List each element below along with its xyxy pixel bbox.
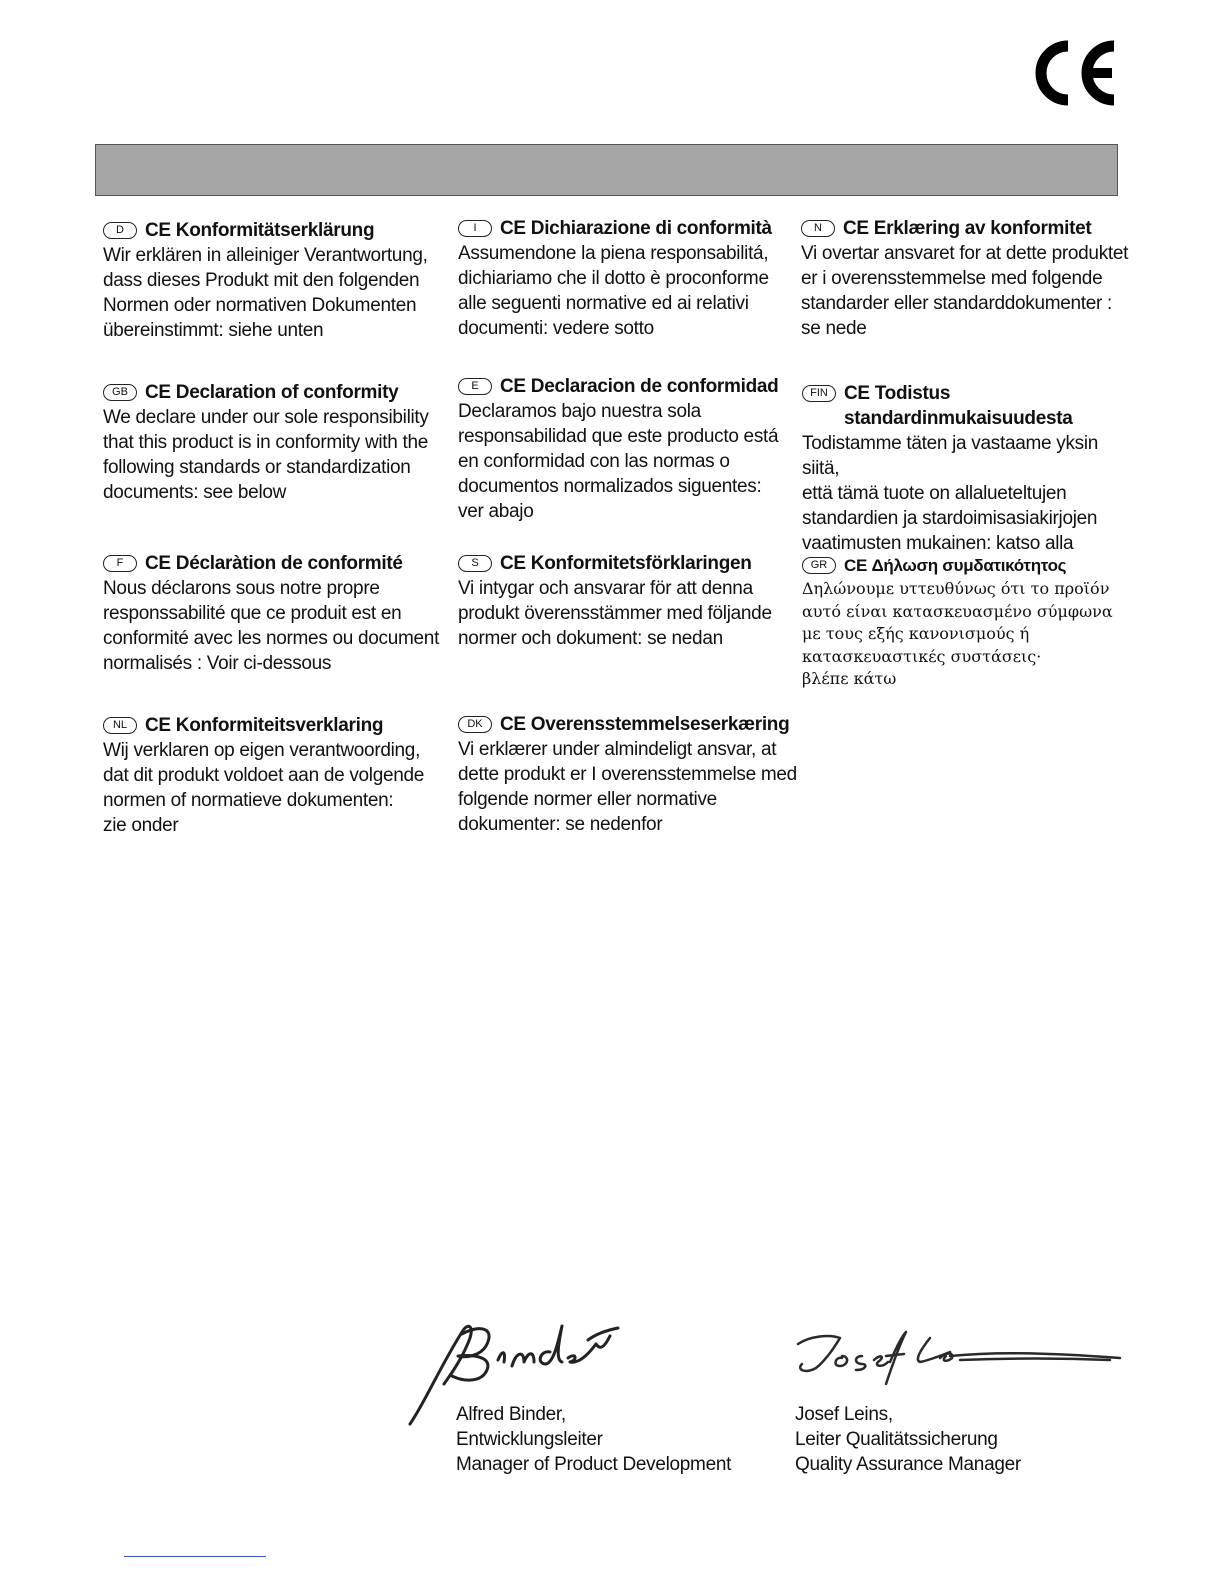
language-code-badge: NL xyxy=(103,717,137,734)
declaration-title: CE Δήλωση συμδατικότητος xyxy=(844,556,1067,575)
signatory-name: Alfred Binder, xyxy=(456,1404,566,1425)
signatory-role-de: Leiter Qualitätssicherung xyxy=(795,1429,998,1450)
declaration-de xyxy=(103,218,443,343)
declaration-heading xyxy=(802,553,1132,578)
declaration-title: CE Konformitetsförklaringen xyxy=(500,553,752,574)
declaration-body: Assumendone la piena responsabilitá, dichiariamo che il dotto è proconforme alle seguenti normative ed ai relativi documenti: vedere sotto xyxy=(458,243,769,339)
declaration-gb xyxy=(103,380,443,505)
signatory-role-en: Manager of Product Development xyxy=(456,1454,732,1475)
declaration-body: Wir erklären in alleiniger Verantwortung, dass dieses Produkt mit den folgenden Normen oder normativen Dokumenten übereinstimmt: siehe unten xyxy=(103,245,428,341)
signatory-name: Josef Leins, xyxy=(795,1404,893,1425)
declaration-body: Declaramos bajo nuestra sola responsabilidad que este producto está en conformidad con las normas o documentos normalizados siguentes: ver abajo xyxy=(458,401,779,522)
language-code-badge: E xyxy=(458,378,492,395)
declaration-fr xyxy=(103,551,443,676)
declaration-se xyxy=(458,551,798,651)
declaration-title: CE Dichiarazione di conformità xyxy=(500,218,772,239)
declaration-title: CE Déclaràtion de conformité xyxy=(145,553,403,574)
language-code-badge: I xyxy=(458,220,492,237)
declaration-heading xyxy=(458,216,798,241)
declaration-body: Wij verklaren op eigen verantwoording, dat dit produkt voldoet aan de volgende normen of normatieve dokumenten: zie onder xyxy=(103,740,425,836)
declaration-no xyxy=(801,216,1131,341)
declaration-es xyxy=(458,374,798,524)
declaration-heading xyxy=(802,381,1132,431)
signatory-role-de: Entwicklungsleiter xyxy=(456,1429,603,1450)
declaration-heading xyxy=(103,713,443,738)
declaration-title: CE Declaration of conformity xyxy=(145,382,399,403)
declaration-heading xyxy=(458,551,798,576)
language-code-badge: GB xyxy=(103,384,137,401)
declaration-title: CE Todistus standardinmukaisuudesta xyxy=(844,383,1073,429)
declaration-fin xyxy=(802,381,1132,556)
declaration-body: Nous déclarons sous notre propre responssabilité que ce produit est en conformité avec les normes ou document normalisés : Voir ci-dessous xyxy=(103,578,440,674)
declaration-heading xyxy=(458,712,798,737)
language-code-badge: GR xyxy=(802,557,836,574)
declaration-title: CE Erklæring av konformitet xyxy=(843,218,1092,239)
declaration-body: We declare under our sole responsibility that this product is in conformity with the following standards or standardization documents: see below xyxy=(103,407,429,503)
declaration-body: Δηλώνουμε υττευθύνως ότι το προϊόν αυτό είναι κατασκευασμένο σύμφωνα με τους εξής κανονισμούς ή κατασκευαστικές συστάσεις· βλέπε κάτω xyxy=(802,579,1113,688)
declaration-body: Vi erklærer under almindeligt ansvar, at dette produkt er I overensstemmelse med folgende normer eller normative dokumenter: se nedenfor xyxy=(458,739,797,835)
language-code-badge: DK xyxy=(458,716,492,733)
declaration-title: CE Konformitätserklärung xyxy=(145,220,375,241)
declaration-body: Todistamme täten ja vastaame yksin siitä, että tämä tuote on allalueteltujen standardien ja stardoimisasiakirjojen vaatimusten mukainen: katso alla xyxy=(802,433,1099,554)
language-code-badge: F xyxy=(103,555,137,572)
declaration-title: CE Overensstemmelseserkæring xyxy=(500,714,790,735)
declaration-title: CE Konformiteitsverklaring xyxy=(145,715,384,736)
declaration-it xyxy=(458,216,798,341)
declaration-body: Vi intygar och ansvarar för att denna produkt överensstämmer med följande normer och dokument: se nedan xyxy=(458,578,772,649)
declaration-gr xyxy=(802,553,1132,691)
language-code-badge: S xyxy=(458,555,492,572)
ce-mark-logo xyxy=(1030,40,1120,106)
language-code-badge: N xyxy=(801,220,835,237)
declaration-heading xyxy=(103,380,443,405)
language-code-badge: D xyxy=(103,222,137,239)
declaration-heading xyxy=(801,216,1131,241)
declaration-dk xyxy=(458,712,798,837)
declaration-heading xyxy=(103,551,443,576)
footer-rule xyxy=(124,1556,266,1557)
header-bar xyxy=(95,144,1118,196)
signatory-role-en: Quality Assurance Manager xyxy=(795,1454,1021,1475)
declaration-heading xyxy=(103,218,443,243)
declaration-title: CE Declaracion de conformidad xyxy=(500,376,779,397)
declaration-nl xyxy=(103,713,443,838)
language-code-badge: FIN xyxy=(802,385,836,402)
declaration-body: Vi overtar ansvaret for at dette produktet er i overensstemmelse med folgende standarder eller standarddokumenter : se nede xyxy=(801,243,1129,339)
signature-leins xyxy=(790,1326,1130,1386)
declaration-heading xyxy=(458,374,798,399)
